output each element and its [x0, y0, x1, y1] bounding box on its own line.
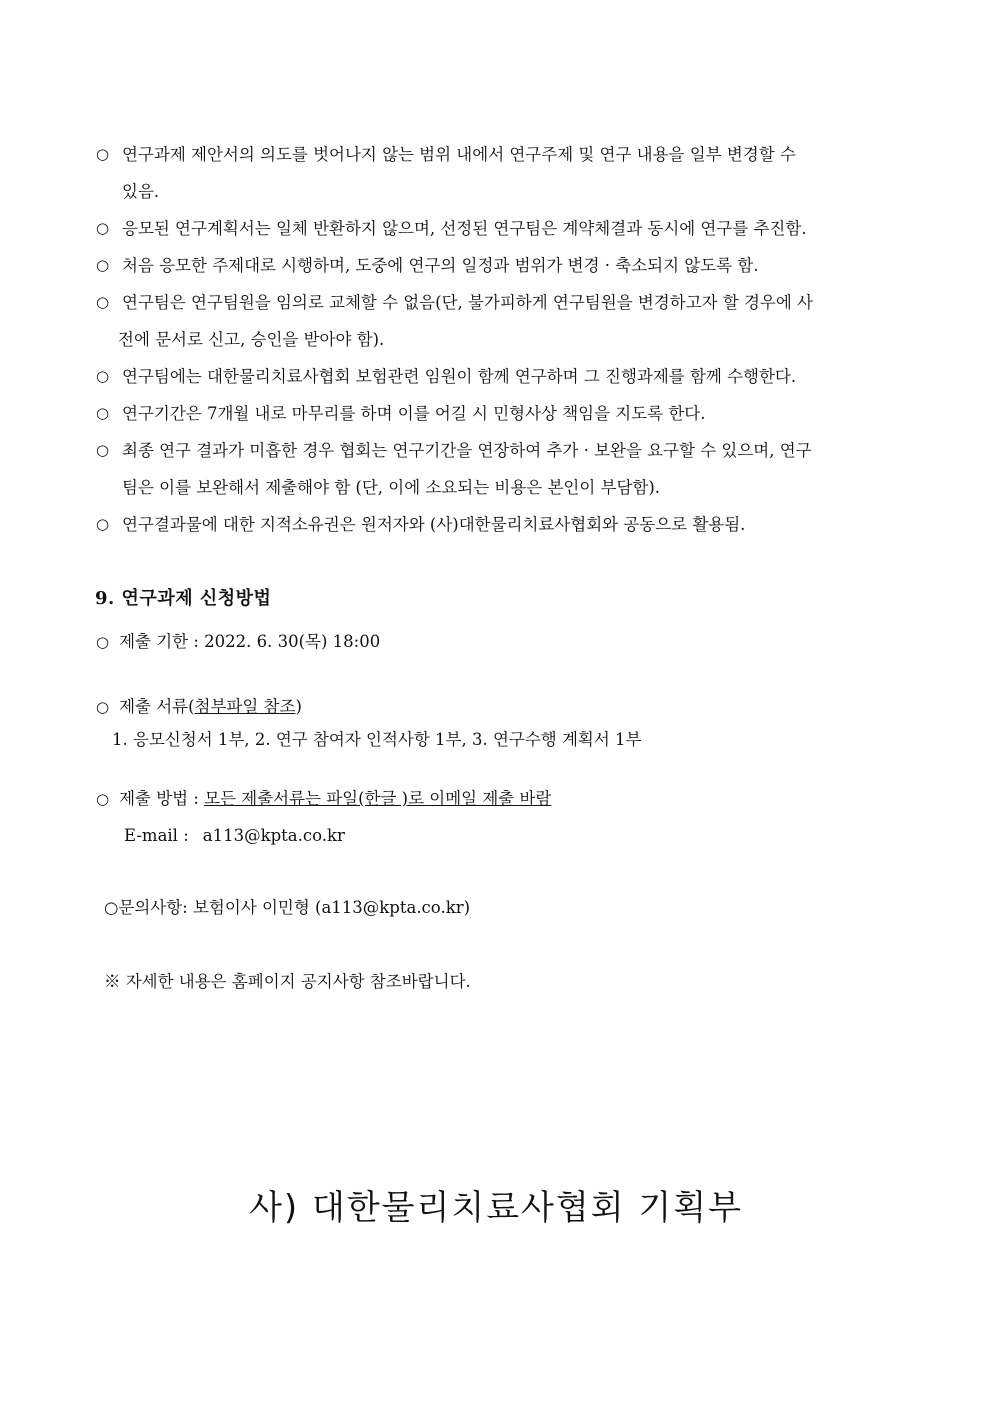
list-item-text: 최종 연구 결과가 미흡한 경우 협회는 연구기간을 연장하여 추가 · 보완을 요구할 수 있으며, 연구 [122, 441, 812, 460]
list-item-continuation: 전에 문서로 신고, 승인을 받아야 함). [118, 330, 385, 349]
circle-bullet-icon: ○ [96, 515, 110, 533]
conditions-list [96, 136, 900, 543]
circle-bullet-icon: ○ [96, 219, 110, 237]
list-item [96, 247, 900, 284]
organization-signature: 사) 대한물리치료사협회 기획부 [249, 1188, 743, 1228]
list-item [96, 284, 900, 358]
list-item-text: 연구팀에는 대한물리치료사협회 보험관련 임원이 함께 연구하며 그 진행과제를 함께 수행한다. [122, 367, 797, 386]
list-item-text: 연구과제 제안서의 의도를 벗어나지 않는 범위 내에서 연구주제 및 연구 내용을 일부 변경할 수 [122, 145, 796, 164]
email-line [124, 824, 345, 848]
list-item [96, 358, 900, 395]
method-line [96, 787, 551, 811]
method-value: 모든 제출서류는 파일(한글 )로 이메일 제출 바람 [204, 789, 552, 808]
homepage-note: ※ 자세한 내용은 홈페이지 공지사항 참조바랍니다. [104, 972, 471, 991]
circle-bullet-icon: ○ [96, 441, 110, 459]
list-item-text: 응모된 연구계획서는 일체 반환하지 않으며, 선정된 연구팀은 계약체결과 동시에 연구를 추진함. [122, 219, 807, 238]
documents-label: 제출 서류( [119, 697, 195, 716]
list-item-text: 연구결과물에 대한 지적소유권은 원저자와 (사)대한물리치료사협회와 공동으로 활용됨. [122, 515, 746, 534]
list-item [96, 395, 900, 432]
inquiry-line: ○문의사항: 보험이사 이민형 (a113@kpta.co.kr) [104, 898, 471, 917]
deadline-text: 제출 기한 : 2022. 6. 30(목) 18:00 [119, 632, 381, 651]
circle-bullet-icon: ○ [96, 633, 110, 651]
circle-bullet-icon: ○ [96, 367, 110, 385]
list-item [96, 210, 900, 247]
list-item-continuation: 팀은 이를 보완해서 제출해야 함 (단, 이에 소요되는 비용은 본인이 부담함). [122, 478, 661, 497]
list-item-text: 처음 응모한 주제대로 시행하며, 도중에 연구의 일정과 범위가 변경 · 축소되지 않도록 함. [122, 256, 759, 275]
list-item-continuation: 있음. [122, 182, 160, 201]
list-item [96, 506, 900, 543]
circle-bullet-icon: ○ [96, 293, 110, 311]
circle-bullet-icon: ○ [96, 404, 110, 422]
documents-list: 1. 응모신청서 1부, 2. 연구 참여자 인적사항 1부, 3. 연구수행 계획서 1부 [112, 730, 642, 749]
section-heading: 9. 연구과제 신청방법 [95, 588, 272, 609]
email-address: a113@kpta.co.kr [202, 826, 345, 845]
circle-bullet-icon: ○ [96, 790, 110, 808]
documents-close: ) [295, 697, 302, 716]
attachment-reference: 첨부파일 참조 [194, 697, 296, 716]
list-item-text: 연구팀은 연구팀원을 임의로 교체할 수 없음(단, 불가피하게 연구팀원을 변경하고자 할 경우에 사 [122, 293, 813, 312]
circle-bullet-icon: ○ [96, 256, 110, 274]
circle-bullet-icon: ○ [96, 698, 110, 716]
deadline-line [96, 630, 380, 654]
list-item [96, 136, 900, 210]
circle-bullet-icon: ○ [96, 145, 110, 163]
list-item [96, 432, 900, 506]
email-label: E-mail : [124, 826, 189, 845]
method-label: 제출 방법 : [119, 789, 205, 808]
documents-line [96, 695, 302, 719]
list-item-text: 연구기간은 7개월 내로 마무리를 하며 이를 어길 시 민형사상 책임을 지도록 한다. [122, 404, 706, 423]
